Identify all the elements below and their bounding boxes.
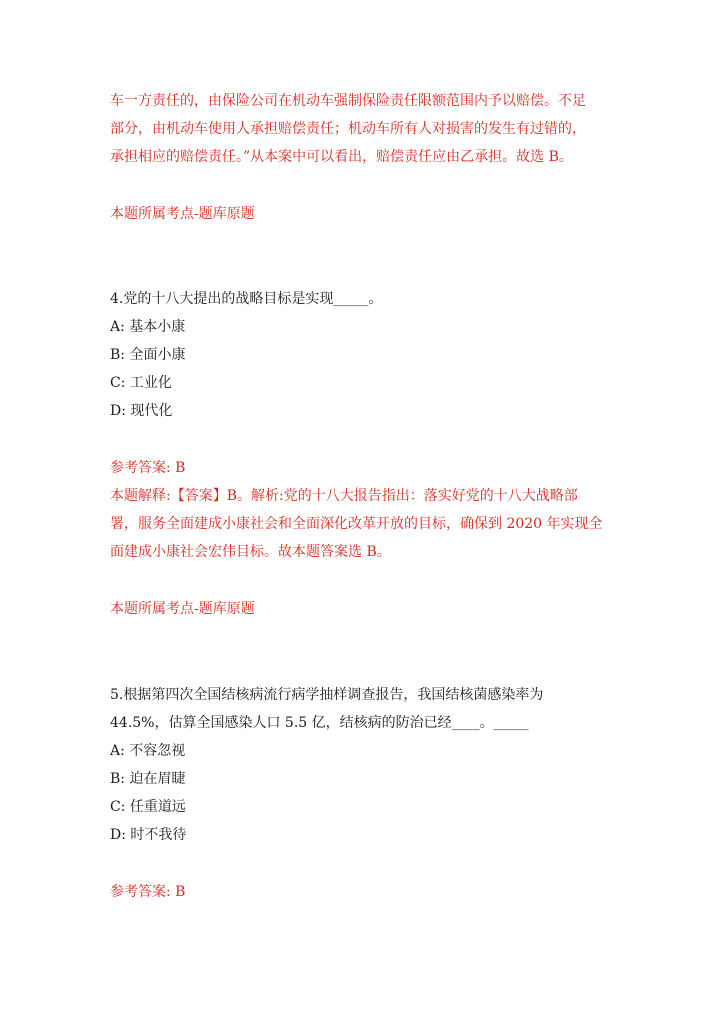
intro-explanation-line-1: 车一方责任的，由保险公司在机动车强制保险责任限额范围内予以赔偿。不足 [110,93,586,109]
q4-option-c: C: 工业化 [110,375,172,391]
q5-option-c: C: 任重道远 [110,799,186,815]
q4-answer: 参考答案: B [110,460,186,476]
q4-option-d: D: 现代化 [110,403,173,419]
intro-explanation-line-3: 承担相应的赔偿责任。”从本案中可以看出，赔偿责任应由乙承担。故选 B。 [110,149,573,165]
q5-question-line-2: 44.5%，估算全国感染人口 5.5 亿，结核病的防治已经____。_____ [110,715,529,731]
q4-source: 本题所属考点-题库原题 [110,601,255,617]
q4-explanation-line-2: 署，服务全面建成小康社会和全面深化改革开放的目标，确保到 2020 年实现全 [110,516,603,532]
q4-option-a: A: 基本小康 [110,319,186,335]
q4-option-b: B: 全面小康 [110,347,186,363]
q5-option-b: B: 迫在眉睫 [110,771,186,787]
q4-explanation-line-3: 面建成小康社会宏伟目标。故本题答案选 B。 [110,544,391,560]
q4-question: 4.党的十八大提出的战略目标是实现_____。 [110,291,383,307]
intro-explanation-line-2: 部分，由机动车使用人承担赔偿责任；机动车所有人对损害的发生有过错的， [110,121,586,137]
q5-answer: 参考答案: B [110,884,186,900]
q5-question-line-1: 5.根据第四次全国结核病流行病学抽样调查报告，我国结核菌感染率为 [110,687,544,703]
q5-option-a: A: 不容忽视 [110,743,186,759]
intro-source: 本题所属考点-题库原题 [110,206,255,222]
q4-explanation-line-1: 本题解释:【答案】B。解析:党的十八大报告指出：落实好党的十八大战略部 [110,488,578,504]
q5-option-d: D: 时不我待 [110,827,187,843]
